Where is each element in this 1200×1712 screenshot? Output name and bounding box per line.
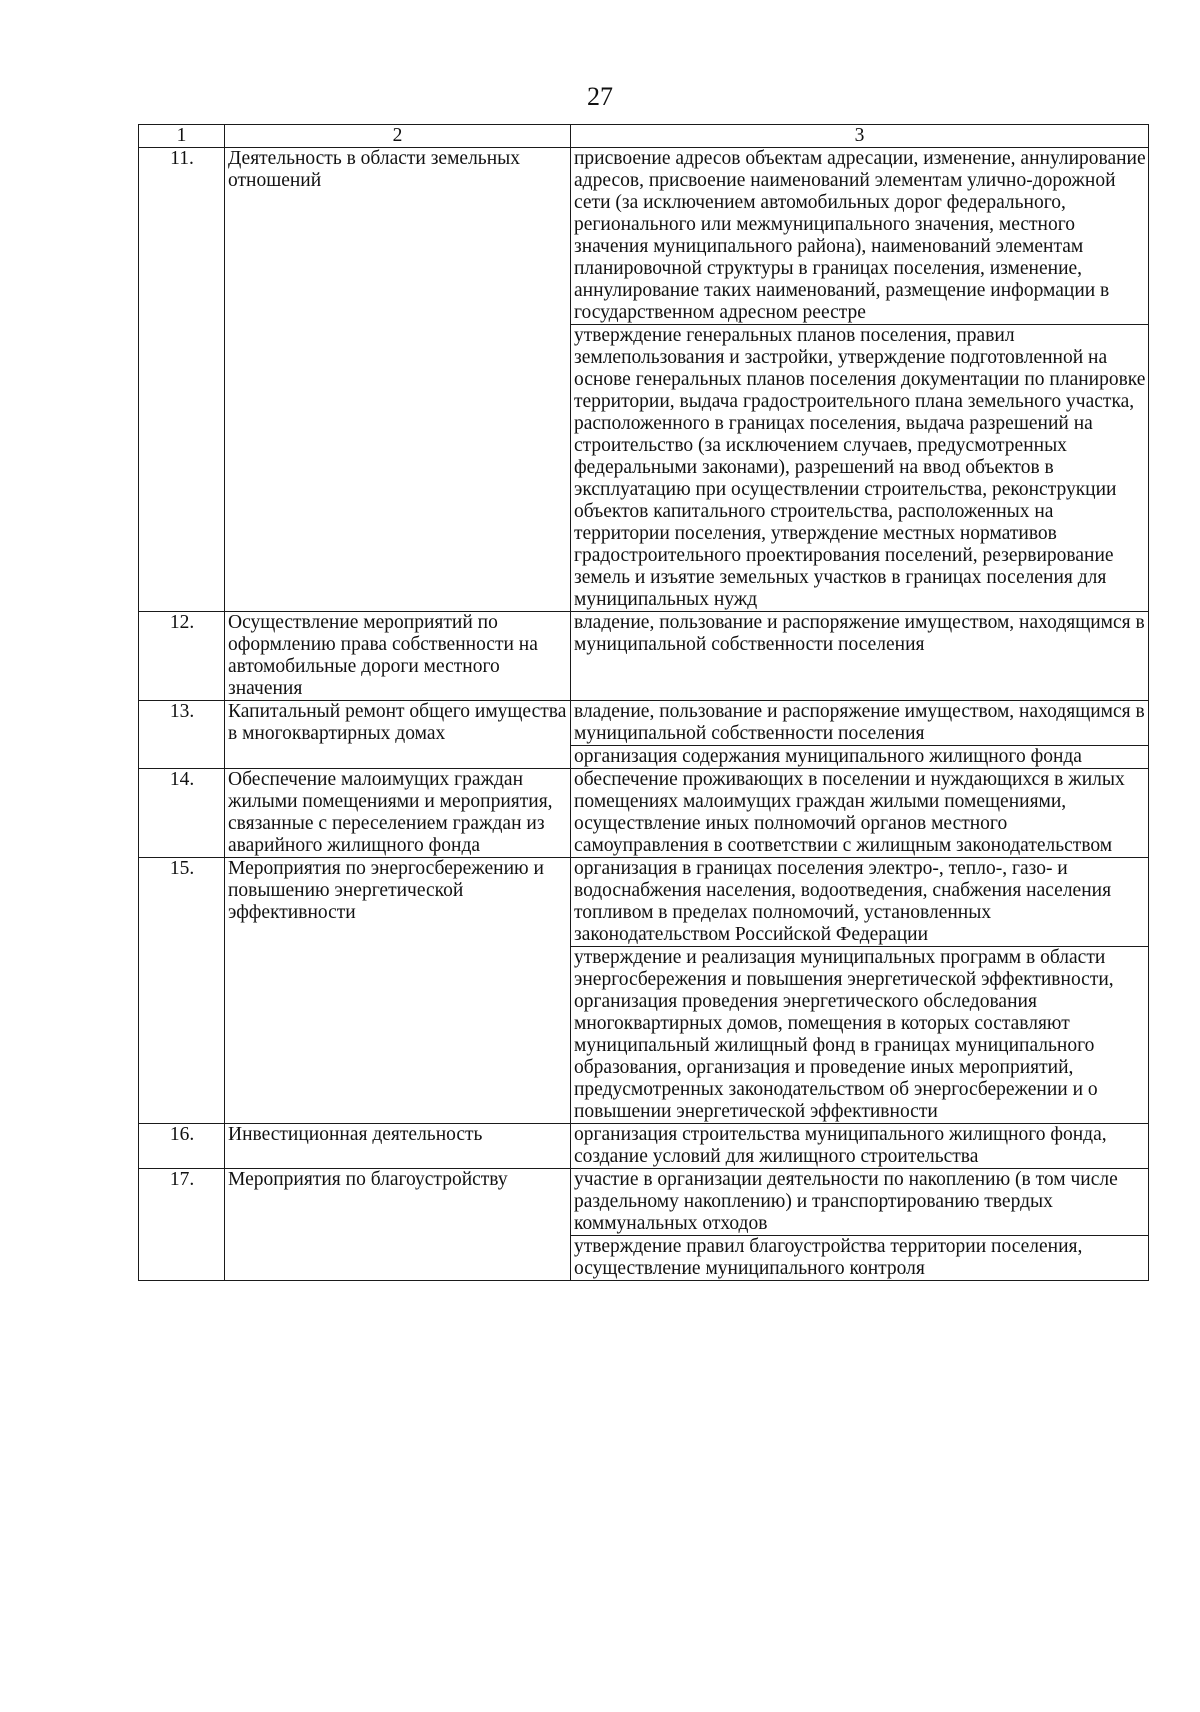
row-number: 13. bbox=[139, 701, 225, 769]
table-row bbox=[139, 612, 1149, 701]
activity-cell: Обеспечение малоимущих граждан жилыми помещениями и мероприятия, связанные с переселением граждан из аварийного жилищного фонда bbox=[225, 769, 571, 858]
power-cell: организация содержания муниципального жилищного фонда bbox=[571, 746, 1149, 769]
page-number: 27 bbox=[587, 82, 613, 111]
power-cell: утверждение и реализация муниципальных программ в области энергосбережения и повышения энергетической эффективности, организация проведения энергетического обследования многоквартирных домов, помещения в которых составляют муниципальный жилищный фонд в границах муниципального образования, организация и проведение иных мероприятий, предусмотренных законодательством об энергосбережении и о повышении энергетической эффективности bbox=[571, 947, 1149, 1124]
power-cell: присвоение адресов объектам адресации, изменение, аннулирование адресов, присвоение наименований элементам улично-дорожной сети (за исключением автомобильных дорог федерального, регионального или межмуниципального значения, местного значения муниципального района), наименований элементам планировочной структуры в границах поселения, изменение, аннулирование таких наименований, размещение информации в государственном адресном реестре bbox=[571, 148, 1149, 325]
header-col-3: 3 bbox=[571, 125, 1149, 148]
activity-cell: Инвестиционная деятельность bbox=[225, 1124, 571, 1169]
table-row bbox=[139, 148, 1149, 325]
table-row bbox=[139, 701, 1149, 746]
power-cell: организация в границах поселения электро-, тепло-, газо- и водоснабжения населения, водоотведения, снабжения населения топливом в пределах полномочий, установленных законодательством Российской Федерации bbox=[571, 858, 1149, 947]
row-number: 16. bbox=[139, 1124, 225, 1169]
table-row bbox=[139, 858, 1149, 947]
activity-cell: Мероприятия по энергосбережению и повышению энергетической эффективности bbox=[225, 858, 571, 1124]
power-cell: утверждение правил благоустройства территории поселения, осуществление муниципального контроля bbox=[571, 1236, 1149, 1281]
power-cell: участие в организации деятельности по накоплению (в том числе раздельному накоплению) и транспортированию твердых коммунальных отходов bbox=[571, 1169, 1149, 1236]
header-col-2: 2 bbox=[225, 125, 571, 148]
row-number: 14. bbox=[139, 769, 225, 858]
power-cell: утверждение генеральных планов поселения, правил землепользования и застройки, утверждение подготовленной на основе генеральных планов поселения документации по планировке территории, выдача градостроительного плана земельного участка, расположенного в границах поселения, выдача разрешений на строительство (за исключением случаев, предусмотренных федеральными законами), разрешений на ввод объектов в эксплуатацию при осуществлении строительства, реконструкции объектов капитального строительства, расположенных на территории поселения, утверждение местных нормативов градостроительного проектирования поселений, резервирование земель и изъятие земельных участков в границах поселения для муниципальных нужд bbox=[571, 325, 1149, 612]
table-row bbox=[139, 1169, 1149, 1236]
table-row bbox=[139, 1124, 1149, 1169]
row-number: 11. bbox=[139, 148, 225, 612]
activity-cell: Деятельность в области земельных отношений bbox=[225, 148, 571, 612]
powers-table bbox=[138, 124, 1149, 1281]
activity-cell: Осуществление мероприятий по оформлению права собственности на автомобильные дороги местного значения bbox=[225, 612, 571, 701]
power-cell: организация строительства муниципального жилищного фонда, создание условий для жилищного строительства bbox=[571, 1124, 1149, 1169]
activity-cell: Капитальный ремонт общего имущества в многоквартирных домах bbox=[225, 701, 571, 769]
power-cell: обеспечение проживающих в поселении и нуждающихся в жилых помещениях малоимущих граждан жилыми помещениями, осуществление иных полномочий органов местного самоуправления в соответствии с жилищным законодательством bbox=[571, 769, 1149, 858]
table-header-row bbox=[139, 125, 1149, 148]
row-number: 12. bbox=[139, 612, 225, 701]
table-row bbox=[139, 769, 1149, 858]
power-cell: владение, пользование и распоряжение имуществом, находящимся в муниципальной собственности поселения bbox=[571, 612, 1149, 701]
power-cell: владение, пользование и распоряжение имуществом, находящимся в муниципальной собственности поселения bbox=[571, 701, 1149, 746]
row-number: 15. bbox=[139, 858, 225, 1124]
header-col-1: 1 bbox=[139, 125, 225, 148]
activity-cell: Мероприятия по благоустройству bbox=[225, 1169, 571, 1281]
row-number: 17. bbox=[139, 1169, 225, 1281]
